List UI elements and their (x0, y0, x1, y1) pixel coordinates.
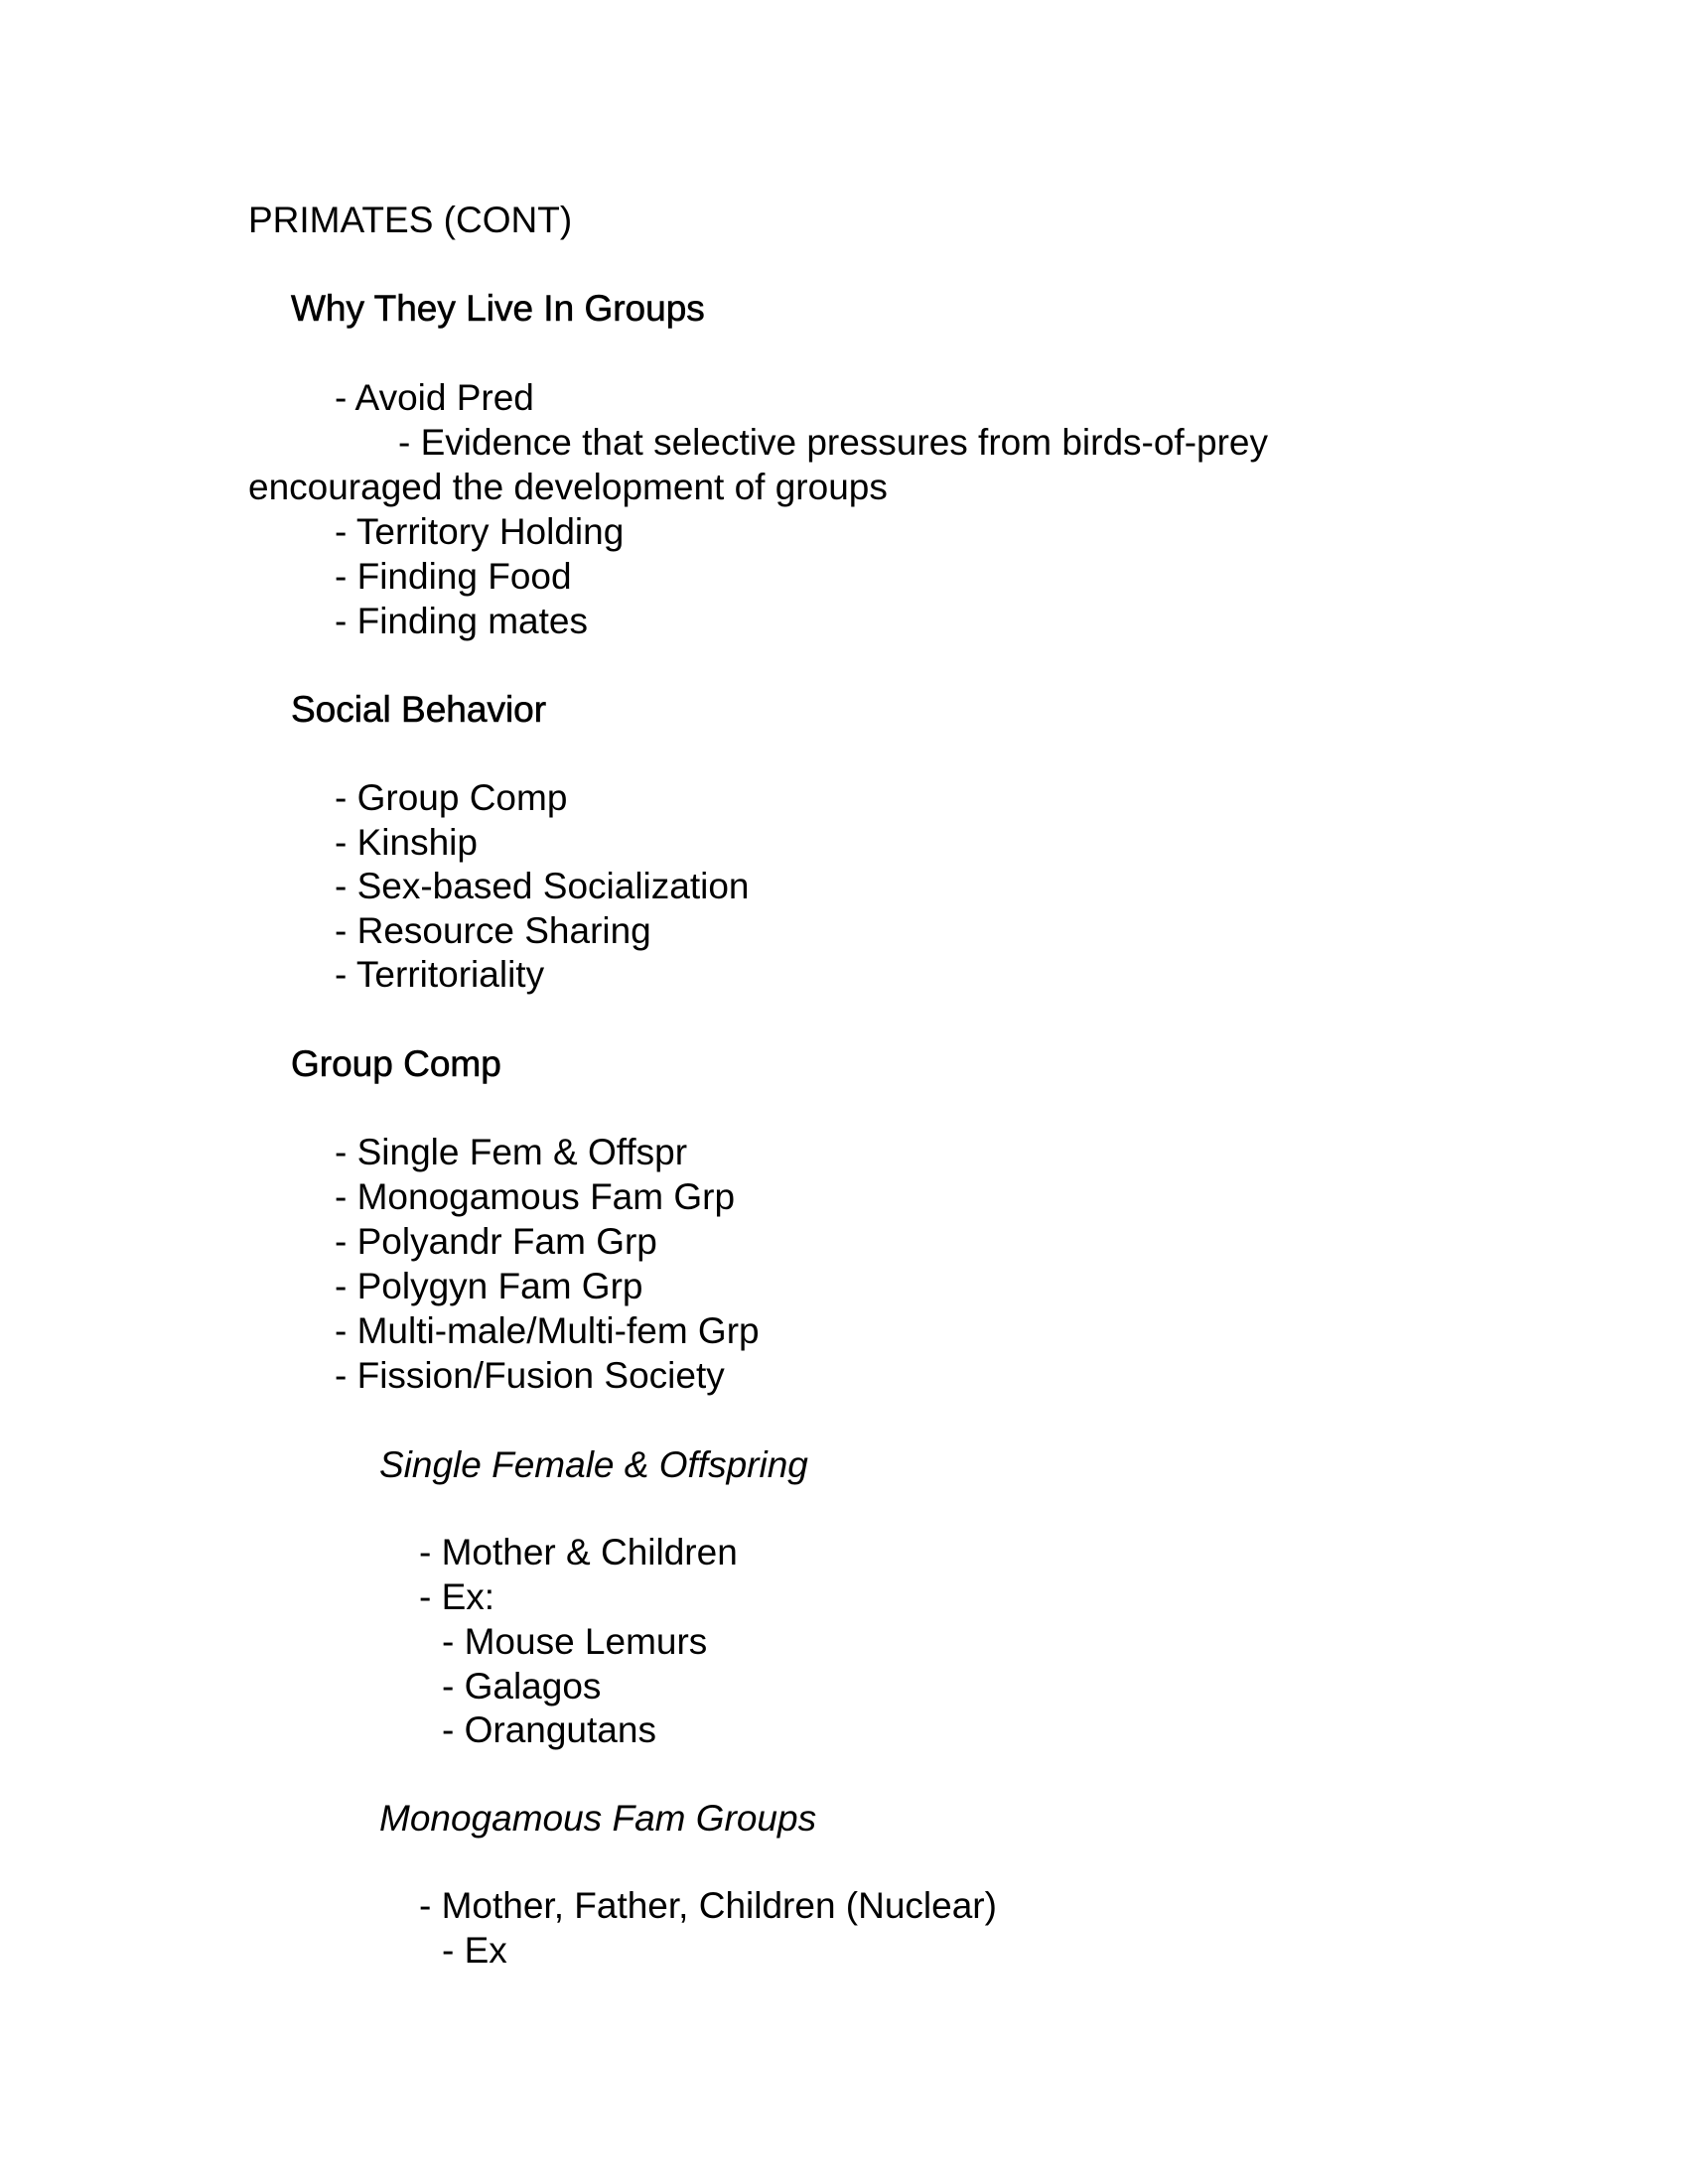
section-heading: Group Comp (291, 1043, 501, 1084)
list-item: - Finding mates (335, 601, 588, 641)
list-item: - Resource Sharing (335, 910, 651, 951)
list-item: - Mouse Lemurs (442, 1621, 708, 1662)
list-item: - Finding Food (335, 556, 572, 597)
page-title: PRIMATES (CONT) (248, 200, 573, 240)
subsection-heading: Monogamous Fam Groups (379, 1798, 817, 1839)
list-item-continuation: encouraged the development of groups (248, 467, 888, 507)
subsection-heading: Single Female & Offspring (379, 1444, 808, 1485)
list-item: - Orangutans (442, 1709, 656, 1750)
list-item: - Ex: (419, 1576, 495, 1617)
list-item: - Territoriality (335, 954, 545, 995)
section-heading: Why They Live In Groups (291, 288, 705, 329)
list-item: - Avoid Pred (335, 377, 534, 418)
list-item: - Multi-male/Multi-fem Grp (335, 1310, 760, 1351)
list-item: - Sex-based Socialization (335, 866, 750, 906)
list-item: - Group Comp (335, 777, 568, 818)
section-heading: Social Behavior (291, 689, 547, 730)
list-item: - Evidence that selective pressures from birds-of-prey (398, 422, 1269, 463)
list-item: - Fission/Fusion Society (335, 1355, 725, 1396)
list-item: - Mother & Children (419, 1532, 738, 1572)
list-item: - Territory Holding (335, 511, 625, 552)
list-item: - Monogamous Fam Grp (335, 1176, 736, 1217)
list-item: - Polyandr Fam Grp (335, 1221, 657, 1262)
list-item: - Kinship (335, 822, 478, 863)
list-item: - Mother, Father, Children (Nuclear) (419, 1885, 997, 1926)
list-item: - Polygyn Fam Grp (335, 1266, 643, 1306)
list-item: - Single Fem & Offspr (335, 1132, 688, 1172)
list-item: - Galagos (442, 1666, 602, 1706)
list-item: - Ex (442, 1930, 507, 1971)
